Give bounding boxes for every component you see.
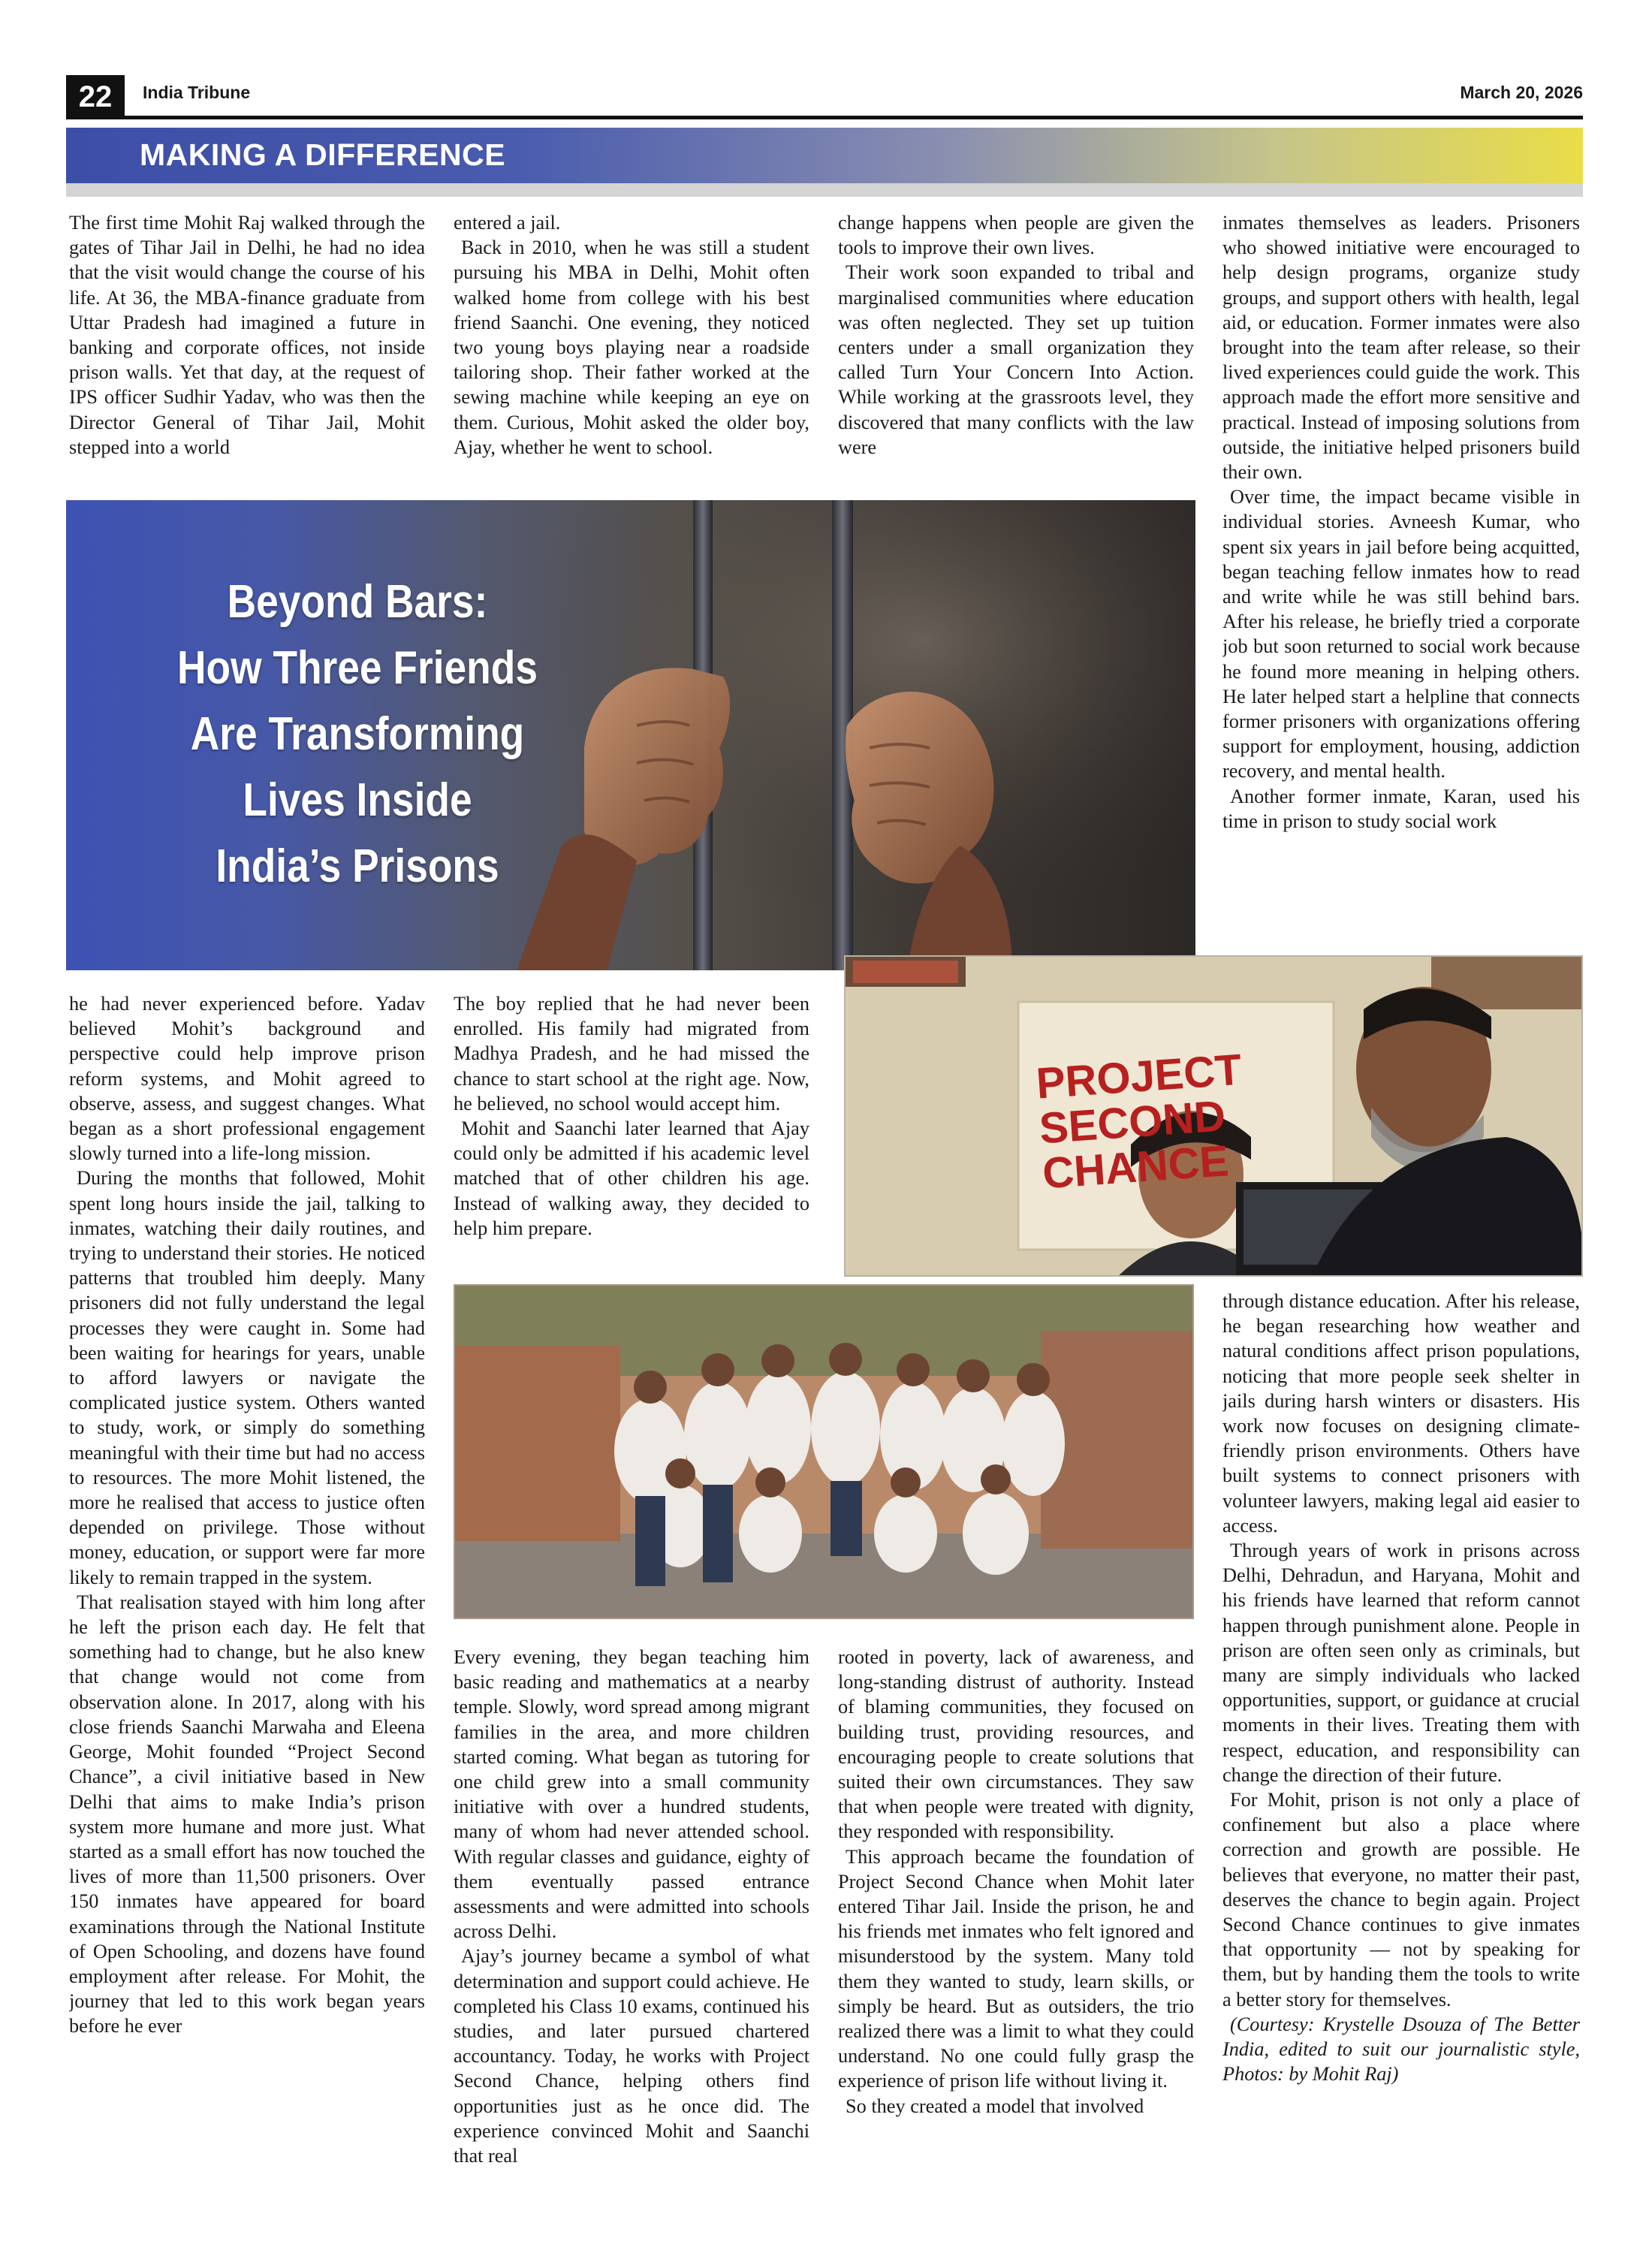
paragraph: inmates themselves as leaders. Prisoners who showed initiative were encouraged to help design programs, organize study groups, and support others with health, legal aid, or education. Former inmates were also brought into the team after release, so their lived experiences could guide the work. This approach made the effort more sensitive and practical. Instead of imposing solutions from outside, the initiative helped prisoners build their own. <box>1222 212 1580 484</box>
section-banner-underline <box>66 183 1583 197</box>
issue-date: March 20, 2026 <box>1460 83 1583 102</box>
masthead-rule <box>66 116 1583 119</box>
project-banner-sign: PROJECT SECOND CHANCE <box>1034 1045 1244 1199</box>
article-column-1-bottom <box>69 991 425 2215</box>
paragraph: through distance education. After his release, he began researching how weather and natural conditions affect prison populations, noticing that more people seek shelter in jails during harsh winters or disasters. His work now focuses on designing climate-friendly prison environments. Others have built systems to connect prisoners with volunteer lawyers, making legal aid easier to access. <box>1222 1290 1580 1537</box>
paragraph: That realisation stayed with him long after he left the prison each day. He felt that something had to change, but he also knew that change would not come from observation alone. In 2017, along with his close friends Saanchi Marwaha and Eleena George, Mohit founded “Project Second Chance”, a civil initiative based in New Delhi that aims to make India’s prison system more humane and more just. What started as a small effort has now touched the lives of more than 11,500 prisoners. Over 150 inmates have appeared for board examinations through the National Institute of Open Schooling, and dozens have found employment after release. For Mohit, the journey that led to this work began years before he ever <box>69 1591 425 2037</box>
article-column-2-middle <box>454 991 809 1277</box>
paragraph: During the months that followed, Mohit spent long hours inside the jail, talking to inmates, watching their daily routines, and trying to understand their stories. He noticed patterns that troubled him deeply. Many prisoners did not fully understand the legal processes they were caught in. Some had been waiting for hearings for years, unable to afford lawyers or navigate the complicated justice system. Others wanted to study, work, or simply do something meaningful with their time but had no access to resources. The more Mohit listened, the more he realised that access to justice often depended on privilege. Those without money, education, or support were far more likely to remain trapped in the system. <box>69 1167 425 1588</box>
team-group-photo-illustration <box>455 1286 1194 1619</box>
paragraph: This approach became the foundation of Project Second Chance when Mohit later entered Tihar Jail. Inside the prison, he and his friends met inmates who felt ignored and misunderstood by the system. Many told them they wanted to study, learn skills, or simply be heard. But as outsiders, the trio realized there was a limit to what they could understand. No one could fully grasp the experience of prison life without living it. <box>838 1845 1194 2092</box>
article-column-3-bottom <box>838 1645 1194 2215</box>
paragraph: Back in 2010, when he was still a student pursuing his MBA in Delhi, Mohit often walked home from college with his best friend Saanchi. One evening, they noticed two young boys playing near a roadside tailoring shop. Their father worked at the sewing machine while keeping an eye on them. Curious, Mohit asked the older boy, Ajay, whether he went to school. <box>454 237 809 458</box>
paragraph: Mohit and Saanchi later learned that Ajay could only be admitted if his academic level matched that of other children his age. Instead of walking away, they decided to help him prepare. <box>454 1117 809 1239</box>
section-title: MAKING A DIFFERENCE <box>140 137 506 172</box>
group-photo <box>454 1284 1194 1619</box>
paragraph: rooted in poverty, lack of awareness, and long-standing distrust of authority. Instead of blaming communities, they focused on building trust, providing resources, and encouraging people to create solutions that suited their own circumstances. They saw that when people were treated with dignity, they responded with responsibility. <box>838 1646 1194 1843</box>
paragraph: entered a jail. <box>454 212 561 234</box>
paragraph: he had never experienced before. Yadav believed Mohit’s background and perspective could help improve prison reform systems, and Mohit agreed to observe, assess, and suggest changes. What began as a short professional engagement slowly turned into a life-long mission. <box>69 993 425 1165</box>
paragraph: Another former inmate, Karan, used his time in prison to study social work <box>1222 785 1580 832</box>
publication-name: India Tribune <box>143 83 251 102</box>
article-column-4-bottom <box>1222 1289 1580 2220</box>
paragraph: For Mohit, prison is not only a place of confinement but also a place where correction and growth are possible. He believes that everyone, no matter their past, deserves the chance to begin again. Project Second Chance continues to give inmates that opportunity — not by speaking for them, but by handing them the tools to write a better story for themselves. <box>1222 1789 1580 2010</box>
hero-image <box>66 500 1195 970</box>
paragraph: change happens when people are given the tools to improve their own lives. <box>838 212 1194 259</box>
paragraph: The boy replied that he had never been enrolled. His family had migrated from Madhya Pradesh, and he had missed the chance to start school at the right age. Now, he believed, no school would accept him. <box>454 993 809 1114</box>
article-column-4-top <box>1222 210 1580 936</box>
headline: Beyond Bars: How Three Friends Are Transforming Lives Inside India’s Prisons <box>177 576 538 892</box>
article-column-2-top <box>454 210 809 496</box>
paragraph: The first time Mohit Raj walked through the gates of Tihar Jail in Delhi, he had no idea that the visit would change the course of his life. At 36, the MBA-finance graduate from Uttar Pradesh had imagined a future in banking and corporate offices, not inside prison walls. Yet that day, at the request of IPS officer Sudhir Yadav, who was then the Director General of Tihar Jail, Mohit stepped into a world <box>69 212 425 458</box>
paragraph: Ajay’s journey became a symbol of what determination and support could achieve. He completed his Class 10 exams, continued his studies, and later pursued chartered accountancy. Today, he works with Project Second Chance, helping others find opportunities just as he once did. The experience convinced Mohit and Saanchi that real <box>454 1945 809 2167</box>
article-column-3-top <box>838 210 1194 496</box>
paragraph: Over time, the impact became visible in individual stories. Avneesh Kumar, who spent six years in jail before being acquitted, began teaching fellow inmates how to read and write while he was still behind bars. After his release, he briefly tried a corporate job but soon returned to social work because he found more meaning in helping others. He later helped start a helpline that connects former prisoners with organizations offering support for employment, housing, addiction recovery, and mental health. <box>1222 486 1580 783</box>
article-column-2-bottom <box>454 1645 809 2215</box>
photo-courtesy-credit: (Courtesy: Krystelle Dsouza of The Better India, edited to suit our journalistic style, Photos: by Mohit Raj) <box>1222 2013 1580 2086</box>
page-number: 22 <box>66 75 125 119</box>
paragraph: Their work soon expanded to tribal and marginalised communities where education was often neglected. They set up tuition centers under a small organization they called Turn Your Concern Into Action. While working at the grassroots level, they discovered that many conflicts with the law were <box>838 261 1194 458</box>
paragraph: So they created a model that involved <box>846 2095 1144 2117</box>
article-column-1-top <box>69 210 425 496</box>
paragraph: Through years of work in prisons across Delhi, Dehradun, and Haryana, Mohit and his friends have learned that reform cannot happen through punishment alone. People in prison are often seen only as criminals, but many are simply individuals who lacked opportunities, support, or guidance at crucial moments in their lives. Treating them with respect, education, and responsibility can change the direction of their future. <box>1222 1540 1580 1786</box>
paragraph: Every evening, they began teaching him basic reading and mathematics at a nearby temple. Slowly, word spread among migrant families in the area, and more children started coming. What began as tutoring for one child grew into a small community initiative with over a hundred students, many of whom had never attended school. With regular classes and guidance, eighty of them eventually passed entrance assessments and were admitted into schools across Delhi. <box>454 1646 809 1943</box>
office-photo <box>844 955 1583 1277</box>
